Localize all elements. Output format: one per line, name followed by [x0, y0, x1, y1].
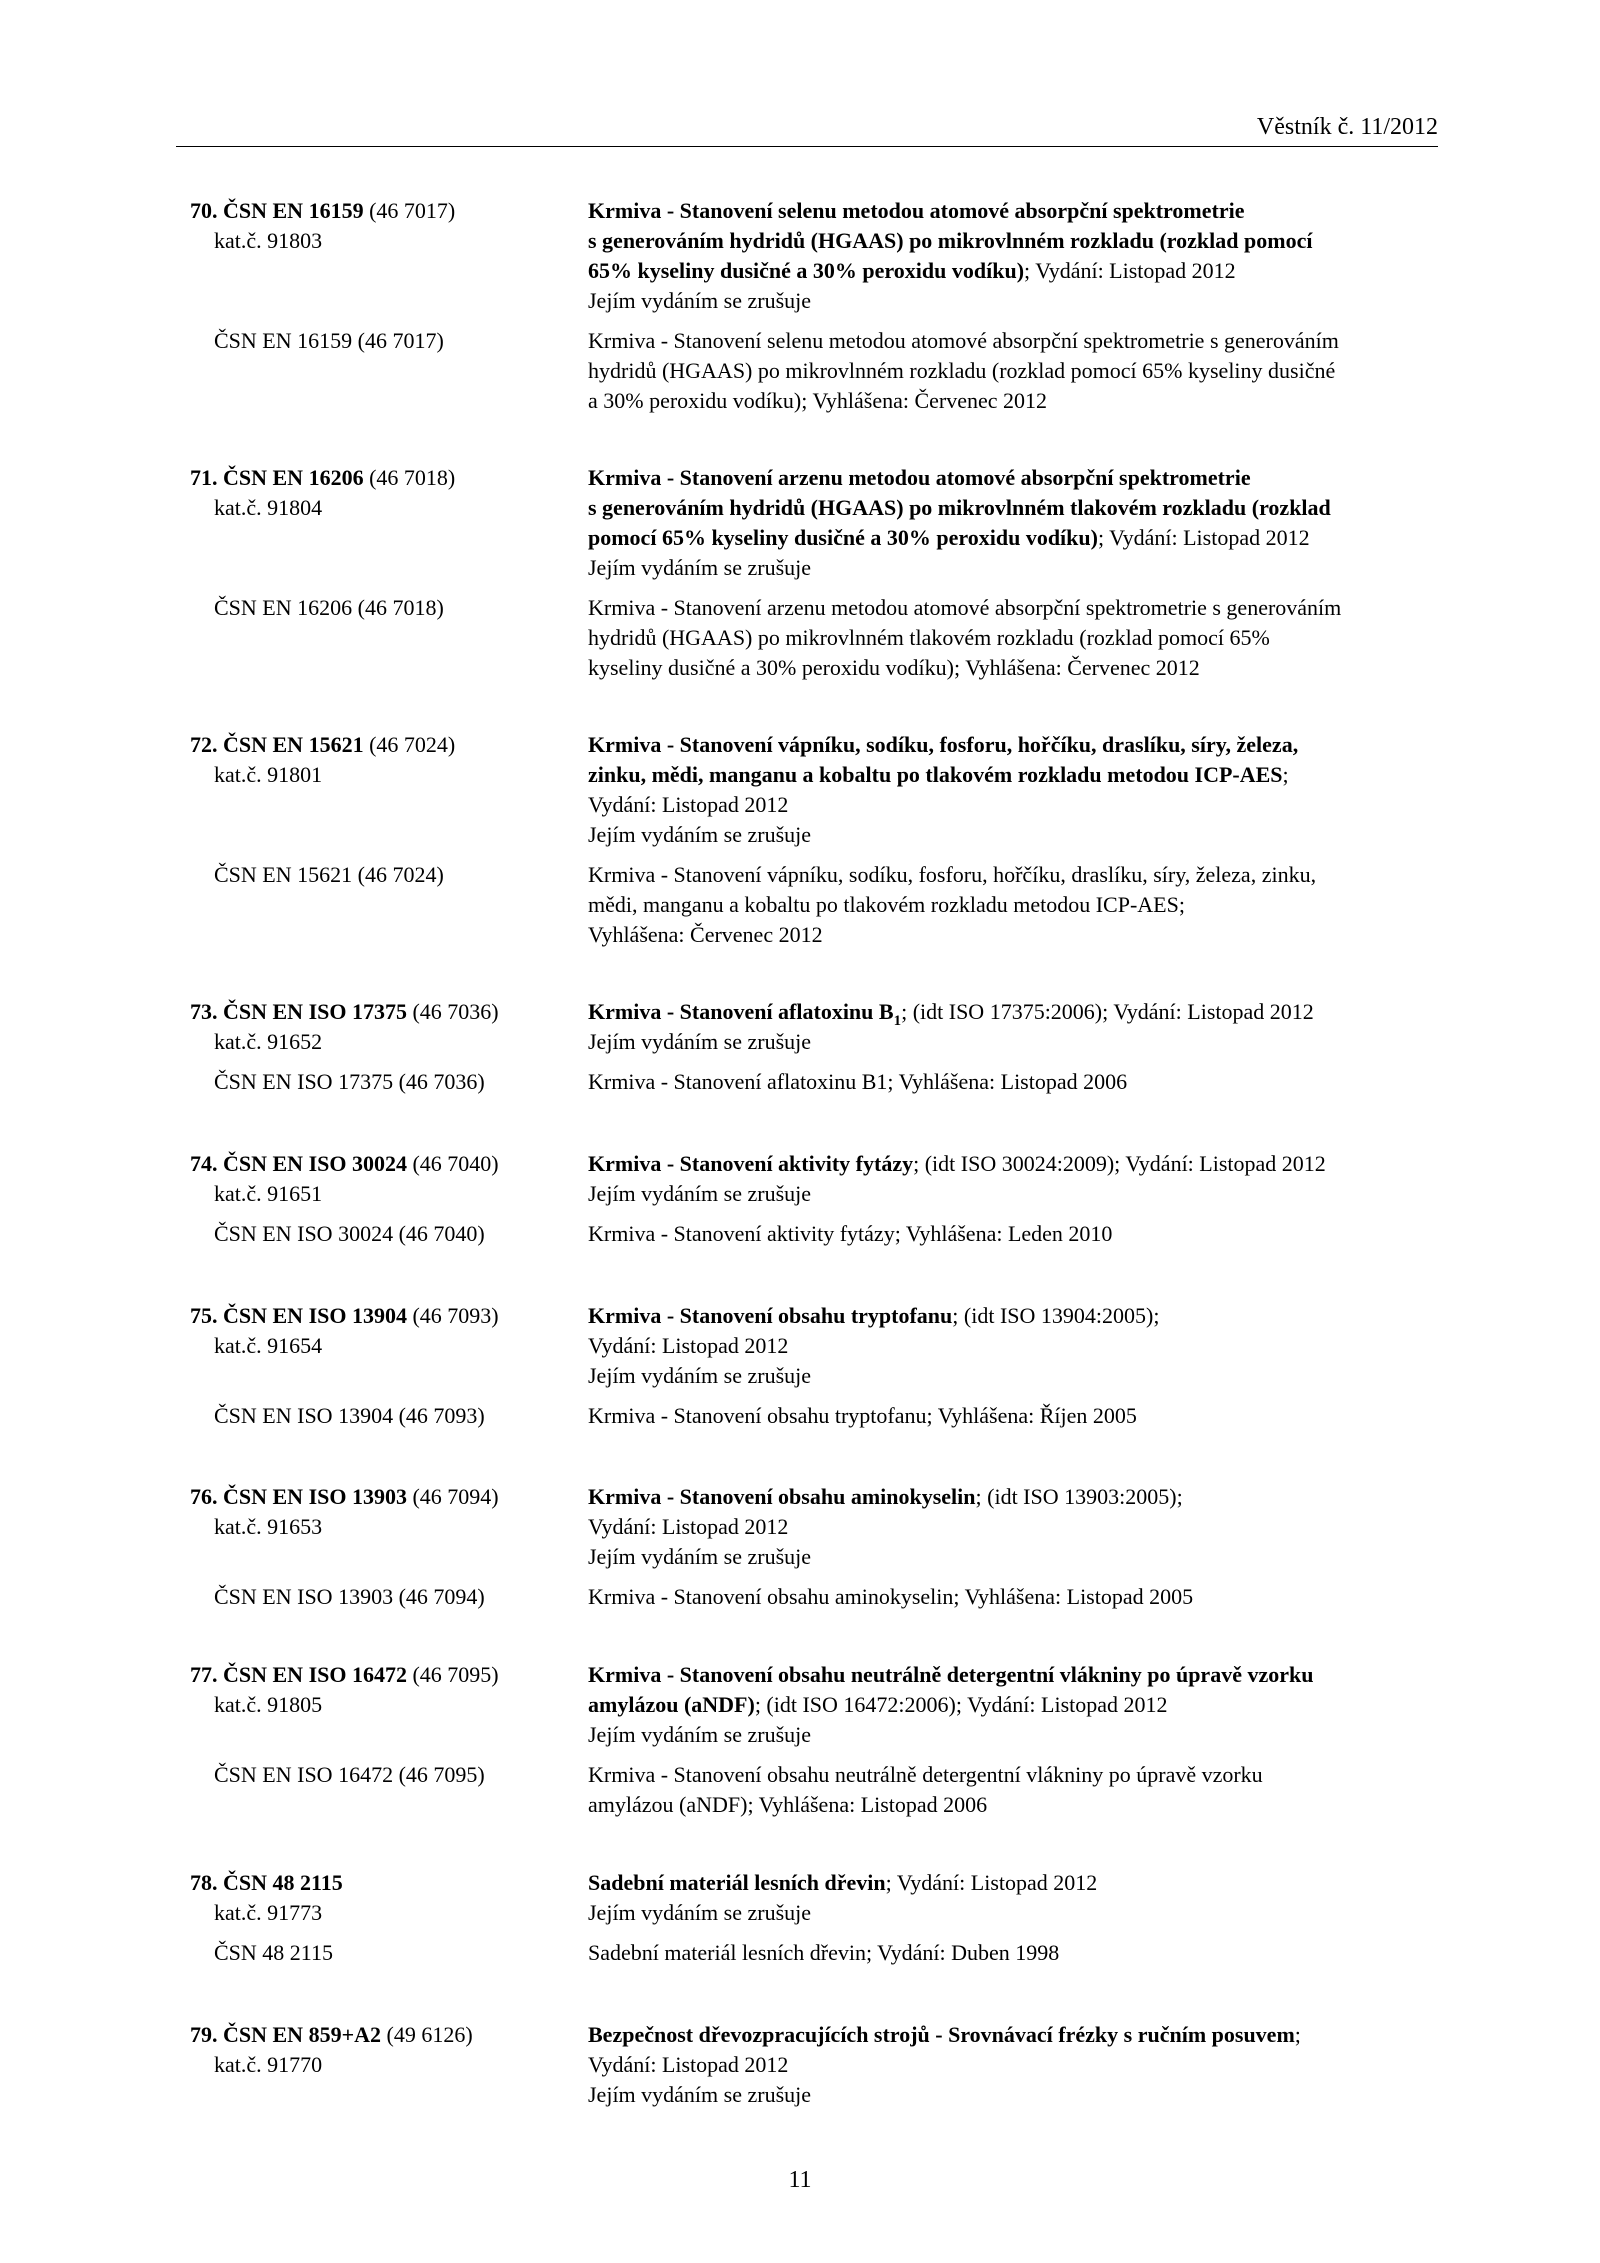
entry-number: 76. [190, 1484, 218, 1509]
replaced-standard-title: Krmiva - Stanovení selenu metodou atomové absorpční spektrometrie s generováním [588, 328, 1339, 353]
replaced-standard-title: Krmiva - Stanovení arzenu metodou atomové absorpční spektrometrie s generováním [588, 595, 1342, 620]
standard-title: Krmiva - Stanovení selenu metodou atomové absorpční spektrometrie [588, 198, 1245, 223]
replaced-standard-title: Krmiva - Stanovení aflatoxinu B1; Vyhlášena: Listopad 2006 [588, 1069, 1128, 1094]
classification-code: (46 7024) [369, 732, 456, 757]
classification-code: (46 7036) [412, 999, 499, 1024]
standard-entry-78 [176, 1868, 1438, 1968]
entry-number: 78. [190, 1870, 218, 1895]
standard-entry-70: 70. ČSN EN 16159 (46 7017) Krmiva - Stanovení selenu metodou atomové absorpční spektrometrie kat.č. 91803 s generováním hydridů (HGAAS) po mikrovlnném rozkladu (rozklad pomocí 65% kyseliny dusičné a 30% peroxidu vodíku); Vydání: Listopad 2012 Jejím vydáním se zrušuje ČSN EN 16159 (46 7017) Krmiva - Stanovení selenu metodou atomové absorpční spektrometrie s generováním hydridů (HGAAS) po mikrovlnném rozkladu (rozklad pomocí 65% kyseliny dusičné a 30% peroxidu vodíku); Vyhlášena: Červenec 2012 [190, 198, 1339, 413]
classification-code: (46 7040) [412, 1151, 499, 1176]
replaced-standard-code: ČSN EN ISO 13903 (46 7094) [214, 1584, 485, 1609]
classification-code: (49 6126) [386, 2022, 473, 2047]
replaced-standard-code: ČSN EN ISO 30024 (46 7040) [214, 1221, 485, 1246]
standard-title: Bezpečnost dřevozpracujících strojů - Srovnávací frézky s ručním posuvem; [588, 2022, 1301, 2047]
cancel-note: Jejím vydáním se zrušuje [588, 822, 812, 847]
classification-code: (46 7094) [412, 1484, 499, 1509]
cancel-note: Jejím vydáním se zrušuje [588, 1181, 812, 1206]
standard-code: ČSN EN ISO 16472 [223, 1662, 407, 1687]
replaced-standard-code: ČSN EN ISO 16472 (46 7095) [214, 1762, 485, 1787]
standard-title: Krmiva - Stanovení aktivity fytázy; (idt ISO 30024:2009); Vydání: Listopad 2012 [588, 1151, 1326, 1176]
classification-code: (46 7018) [369, 465, 456, 490]
cancel-note: Jejím vydáním se zrušuje [588, 1029, 812, 1054]
replaced-standard-code: ČSN EN 16159 (46 7017) [214, 328, 444, 353]
catalog-number: kat.č. 91653 [214, 1514, 323, 1539]
classification-code: (46 7095) [412, 1662, 499, 1687]
standard-title: Sadební materiál lesních dřevin; Vydání: Listopad 2012 [588, 1870, 1098, 1895]
replaced-standard-code: ČSN EN ISO 17375 (46 7036) [214, 1069, 485, 1094]
replaced-standard-code: ČSN 48 2115 [214, 1940, 333, 1965]
cancel-note: Jejím vydáním se zrušuje [588, 288, 812, 313]
cancel-note: Jejím vydáním se zrušuje [588, 1363, 812, 1388]
replaced-standard-code: ČSN EN 16206 (46 7018) [214, 595, 444, 620]
issue-date: ; Vydání: Listopad 2012 [885, 1870, 1098, 1895]
issue-date: ; Vydání: Listopad 2012 [1097, 525, 1310, 550]
cancel-note: Jejím vydáním se zrušuje [588, 1722, 812, 1747]
catalog-number: kat.č. 91652 [214, 1029, 323, 1054]
issue-date: ; (idt ISO 16472:2006); Vydání: Listopad 2012 [754, 1692, 1168, 1717]
standard-title: Krmiva - Stanovení obsahu tryptofanu; (idt ISO 13904:2005); [588, 1303, 1160, 1328]
standard-entry-75 [176, 1301, 1438, 1431]
standard-title: Krmiva - Stanovení vápníku, sodíku, fosforu, hořčíku, draslíku, síry, železa, [588, 732, 1299, 757]
catalog-number: kat.č. 91654 [214, 1333, 323, 1358]
standard-title: Krmiva - Stanovení obsahu aminokyselin; (idt ISO 13903:2005); [588, 1484, 1183, 1509]
standard-entry-76 [176, 1482, 1438, 1612]
classification-code: (46 7093) [412, 1303, 499, 1328]
standard-code: ČSN EN 16159 [223, 198, 364, 223]
entry-number: 70. [190, 198, 218, 223]
replaced-standard-code: ČSN EN ISO 13904 (46 7093) [214, 1403, 485, 1428]
replaced-standard-code: ČSN EN 15621 (46 7024) [214, 862, 444, 887]
standard-title: Krmiva - Stanovení obsahu neutrálně detergentní vlákniny po úpravě vzorku [588, 1662, 1314, 1687]
catalog-number: kat.č. 91651 [214, 1181, 323, 1206]
replaced-standard-title: Sadební materiál lesních dřevin; Vydání: Duben 1998 [588, 1940, 1060, 1965]
issue-date: Vydání: Listopad 2012 [588, 2052, 789, 2077]
standard-title: Krmiva - Stanovení aflatoxinu $B_1$; (idt ISO 17375:2006); Vydání: Listopad 2012 [588, 999, 1314, 1029]
cancel-note: Jejím vydáním se zrušuje [588, 555, 812, 580]
replaced-standard-title: Krmiva - Stanovení obsahu neutrálně detergentní vlákniny po úpravě vzorku [588, 1762, 1263, 1787]
standard-code: ČSN EN ISO 17375 [223, 999, 407, 1024]
standard-code: ČSN EN ISO 30024 [223, 1151, 407, 1176]
standard-code: ČSN EN ISO 13903 [223, 1484, 407, 1509]
classification-code: (46 7017) [369, 198, 456, 223]
entry-number: 73. [190, 999, 218, 1024]
standard-entry-71: 71. ČSN EN 16206 (46 7018) Krmiva - Stanovení arzenu metodou atomové absorpční spektrometrie kat.č. 91804 s generováním hydridů (HGAAS) po mikrovlnném tlakovém rozkladu (rozklad pomocí 65% kyseliny dusičné a 30% peroxidu vodíku); Vydání: Listopad 2012 Jejím vydáním se zrušuje ČSN EN 16206 (46 7018) Krmiva - Stanovení arzenu metodou atomové absorpční spektrometrie s generováním hydridů (HGAAS) po mikrovlnném tlakovém rozkladu (rozklad pomocí 65% kyseliny dusičné a 30% peroxidu vodíku); Vyhlášena: Červenec 2012 [190, 465, 1342, 680]
catalog-number: kat.č. 91773 [214, 1900, 323, 1925]
standard-entry-72: 72. ČSN EN 15621 (46 7024) Krmiva - Stanovení vápníku, sodíku, fosforu, hořčíku, draslíku, síry, železa, kat.č. 91801 zinku, mědi, manganu a kobaltu po tlakovém rozkladu metodou ICP-AES; Vydání: Listopad 2012 Jejím vydáním se zrušuje ČSN EN 15621 (46 7024) Krmiva - Stanovení vápníku, sodíku, fosforu, hořčíku, draslíku, síry, železa, zinku, mědi, manganu a kobaltu po tlakovém rozkladu metodou ICP-AES; Vyhlášena: Červenec 2012 [190, 732, 1317, 947]
replaced-standard-title: Krmiva - Stanovení vápníku, sodíku, fosforu, hořčíku, draslíku, síry, železa, zinku, [588, 862, 1317, 887]
standard-entry-74 [176, 1149, 1438, 1249]
standard-title: Krmiva - Stanovení arzenu metodou atomové absorpční spektrometrie [588, 465, 1251, 490]
cancel-note: Jejím vydáním se zrušuje [588, 2082, 812, 2107]
issue-date: ; Vydání: Listopad 2012 [1024, 258, 1236, 283]
catalog-number: kat.č. 91770 [214, 2052, 323, 2077]
catalog-number: kat.č. 91803 [214, 228, 323, 253]
cancel-note: Jejím vydáním se zrušuje [588, 1900, 812, 1925]
standard-code: ČSN EN 15621 [223, 732, 364, 757]
standard-entry-79 [176, 2020, 1438, 2110]
issue-date: ; (idt ISO 30024:2009); Vydání: Listopad 2012 [913, 1151, 1326, 1176]
page-number: 11 [788, 2167, 812, 2193]
catalog-number: kat.č. 91801 [214, 762, 323, 787]
entry-number: 71. [190, 465, 218, 490]
standard-code: ČSN 48 2115 [223, 1870, 343, 1895]
journal-title: Věstník č. 11/2012 [1256, 114, 1438, 140]
replaced-standard-title: Krmiva - Stanovení obsahu tryptofanu; Vyhlášena: Říjen 2005 [588, 1403, 1137, 1428]
entry-number: 72. [190, 732, 218, 757]
issue-date: Vydání: Listopad 2012 [588, 792, 789, 817]
catalog-number: kat.č. 91804 [214, 495, 323, 520]
replaced-standard-title: Krmiva - Stanovení obsahu aminokyselin; Vyhlášena: Listopad 2005 [588, 1584, 1194, 1609]
issue-date: Vydání: Listopad 2012 [588, 1333, 789, 1358]
entry-number: 74. [190, 1151, 218, 1176]
standard-code: ČSN EN 859+A2 [223, 2022, 381, 2047]
entry-number: 77. [190, 1662, 218, 1687]
catalog-number: kat.č. 91805 [214, 1692, 323, 1717]
standard-entry-77: 77. ČSN EN ISO 16472 (46 7095) Krmiva - Stanovení obsahu neutrálně detergentní vlákniny po úpravě vzorku kat.č. 91805 amylázou (aNDF); (idt ISO 16472:2006); Vydání: Listopad 2012 Jejím vydáním se zrušuje ČSN EN ISO 16472 (46 7095) Krmiva - Stanovení obsahu neutrálně detergentní vlákniny po úpravě vzorku amylázou (aNDF); Vyhlášena: Listopad 2006 [190, 1662, 1314, 1817]
issue-date: ; (idt ISO 17375:2006); Vydání: Listopad 2012 [901, 999, 1314, 1024]
issue-date: Vydání: Listopad 2012 [588, 1514, 789, 1539]
standard-code: ČSN EN ISO 13904 [223, 1303, 407, 1328]
entry-number: 79. [190, 2022, 218, 2047]
cancel-note: Jejím vydáním se zrušuje [588, 1544, 812, 1569]
entry-number: 75. [190, 1303, 218, 1328]
standard-entry-73 [176, 997, 1438, 1097]
replaced-standard-title: Krmiva - Stanovení aktivity fytázy; Vyhlášena: Leden 2010 [588, 1221, 1113, 1246]
standard-code: ČSN EN 16206 [223, 465, 364, 490]
page-header [176, 104, 1438, 147]
